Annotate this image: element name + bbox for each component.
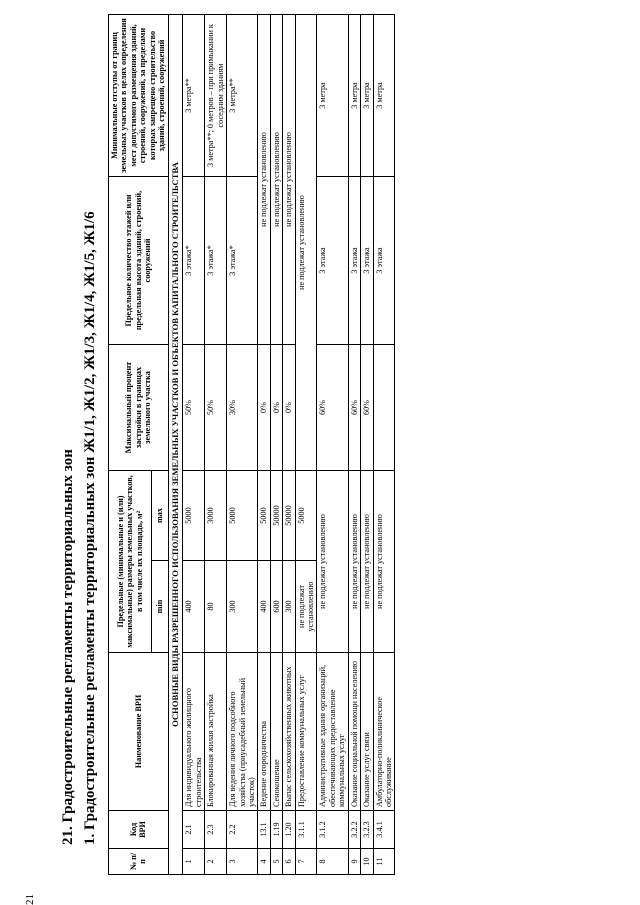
row-sizes: не подлежат установлению: [317, 471, 348, 653]
header-percent: Максимальный процент застройки в границах земельного участка: [109, 345, 169, 471]
row-code: 2.2: [227, 811, 258, 849]
row-percent: 60%: [348, 345, 360, 471]
row-floors: 3 этажа*: [205, 177, 227, 345]
header-code: Код ВРИ: [109, 811, 169, 849]
row-offsets: 3 метра: [361, 15, 373, 177]
row-sizes: не подлежат установлению: [348, 471, 360, 653]
row-percent: 30%: [227, 345, 258, 471]
row-num: 8: [317, 849, 348, 875]
row-num: 4: [258, 849, 270, 875]
header-min: min: [151, 561, 168, 653]
row-code: 1.19: [270, 811, 282, 849]
header-max: max: [151, 471, 168, 561]
row-num: 10: [361, 849, 373, 875]
row-min: 600: [270, 561, 282, 653]
row-num: 1: [183, 849, 205, 875]
row-percent: 0%: [258, 345, 270, 471]
header-row: [109, 15, 152, 875]
row-rest: не подлежат установлению: [295, 15, 317, 471]
document-subtitle: 1. Градостроительные регламенты территориальных зон Ж1/1, Ж1/2, Ж1/3, Ж1/4, Ж1/5, Ж1/6: [82, 211, 98, 845]
row-max: 5000: [295, 471, 317, 561]
row-floors: 3 этажа: [348, 177, 360, 345]
row-max: 50000: [283, 471, 295, 561]
row-code: 13.1: [258, 811, 270, 849]
table-row: [373, 15, 395, 875]
row-floors: 3 этажа: [361, 177, 373, 345]
row-offsets: 3 метра: [317, 15, 348, 177]
table-row: [258, 15, 270, 875]
row-name: Административные здания организаций, обеспечивающих предоставление коммунальных услуг: [317, 653, 348, 811]
row-floors: 3 этажа*: [227, 177, 258, 345]
row-num: 2: [205, 849, 227, 875]
row-name: Выпас сельскохозяйственных животных: [283, 653, 295, 811]
header-num: № п/п: [109, 849, 169, 875]
row-code: 3.2.3: [361, 811, 373, 849]
table-row: [348, 15, 360, 875]
row-offsets: 3 метра: [373, 15, 395, 177]
header-floors: Предельное количество этажей или предельная высота зданий, строений, сооружений: [109, 177, 169, 345]
row-name: Оказание услуг связи: [361, 653, 373, 811]
row-code: 2.3: [205, 811, 227, 849]
section-row: [168, 15, 183, 875]
regulations-table: [108, 14, 395, 875]
row-percent: 0%: [270, 345, 282, 471]
row-max: 5000: [227, 471, 258, 561]
row-min: 400: [258, 561, 270, 653]
table-row: [227, 15, 258, 875]
row-code: 2.1: [183, 811, 205, 849]
table-row: [205, 15, 227, 875]
header-offsets: Минимальные отступы от границ земельных участков в целях определения мест допустимого размещения зданий, строений, сооружений, за пределами которых запрещено строительство зданий, строений, сооружений: [109, 15, 169, 177]
page-number: 21: [24, 894, 36, 905]
table-row: [317, 15, 348, 875]
row-percent: 50%: [183, 345, 205, 471]
row-name: Сенокошение: [270, 653, 282, 811]
row-offsets: 3 метра**: [183, 15, 205, 177]
row-offsets: 3 метра**: [227, 15, 258, 177]
row-name: Для индивидуального жилищного строительства: [183, 653, 205, 811]
row-code: 3.1.2: [317, 811, 348, 849]
row-min: 300: [283, 561, 295, 653]
row-floors: 3 этажа: [373, 177, 395, 345]
row-num: 3: [227, 849, 258, 875]
row-max: 50000: [270, 471, 282, 561]
row-max: 5000: [258, 471, 270, 561]
row-name: Амбулаторно-поликлиническое обслуживание: [373, 653, 395, 811]
row-percent: 0%: [283, 345, 295, 471]
row-name: Предоставление коммунальных услуг: [295, 653, 317, 811]
header-sizes: Предельные (минимальные и (или) максимальные) размеры земельных участков, в том числе их площадь, м²: [109, 471, 152, 653]
document-title: 21. Градостроительные регламенты территориальных зон: [60, 449, 76, 845]
row-name: Ведение огородничества: [258, 653, 270, 811]
row-floors: 3 этажа*: [183, 177, 205, 345]
header-name: Наименование ВРИ: [109, 653, 169, 811]
section-title: ОСНОВНЫЕ ВИДЫ РАЗРЕШЕННОГО ИСПОЛЬЗОВАНИЯ ЗЕМЕЛЬНЫХ УЧАСТКОВ И ОБЪЕКТОВ КАПИТАЛЬНОГО СТРОИТЕЛЬСТВА: [168, 15, 183, 875]
row-code: 3.1.1: [295, 811, 317, 849]
row-percent: 50%: [205, 345, 227, 471]
row-max: 3000: [205, 471, 227, 561]
row-sizes: не подлежат установлению: [361, 471, 373, 653]
row-floors-offsets: не подлежат установлению: [270, 15, 282, 345]
row-percent: [373, 345, 395, 471]
row-max: 5000: [183, 471, 205, 561]
row-min: 300: [227, 561, 258, 653]
table-row: [183, 15, 205, 875]
row-num: 9: [348, 849, 360, 875]
row-floors-offsets: не подлежат установлению: [258, 15, 270, 345]
row-name: Блокированная жилая застройка: [205, 653, 227, 811]
row-code: 3.2.2: [348, 811, 360, 849]
table-row: [295, 15, 317, 875]
row-offsets: 3 метра: [348, 15, 360, 177]
row-num: 11: [373, 849, 395, 875]
row-floors-offsets: не подлежат установлению: [283, 15, 295, 345]
row-name: Оказание социальной помощи населению: [348, 653, 360, 811]
row-percent: 60%: [361, 345, 373, 471]
row-num: 7: [295, 849, 317, 875]
row-min: 400: [183, 561, 205, 653]
table-row: [270, 15, 282, 875]
row-num: 6: [283, 849, 295, 875]
row-percent: 60%: [317, 345, 348, 471]
row-min: не подлежат установлению: [295, 561, 317, 653]
row-floors: 3 этажа: [317, 177, 348, 345]
row-name: Для ведения личного подсобного хозяйства (приусадебный земельный участок): [227, 653, 258, 811]
row-sizes: не подлежат установлению: [373, 471, 395, 653]
row-num: 5: [270, 849, 282, 875]
row-min: 80: [205, 561, 227, 653]
row-code: 1.20: [283, 811, 295, 849]
row-code: 3.4.1: [373, 811, 395, 849]
row-offsets: 3 метра**; 0 метров – при примыкании к соседним зданиям: [205, 15, 227, 177]
table-row: [283, 15, 295, 875]
table-row: [361, 15, 373, 875]
